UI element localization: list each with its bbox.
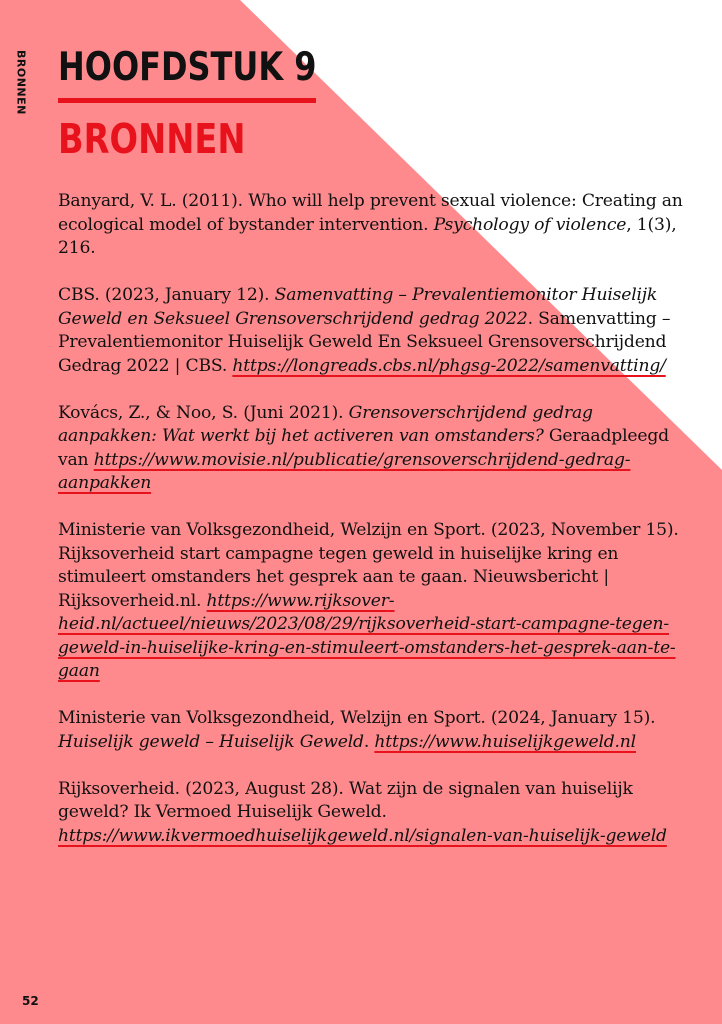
chapter-heading: HOOFDSTUK 9	[58, 45, 317, 90]
reference-link[interactable]: https://www.ikvermoedhuiselijkgeweld.nl/signalen-van-huiselijk-geweld	[58, 825, 667, 846]
reference-link[interactable]: https://longreads.cbs.nl/phgsg-2022/samenvatting/	[232, 355, 666, 376]
reference-link[interactable]: https://www.rijksoverheid.nl/actueel/nieuws/2023/08/29/rijksoverheid-start-campagne-tegen-geweld-in-huiselijke-kring-en-stimuleert-omstanders-het-gesprek-aan-te-gaan	[58, 590, 676, 681]
reference-list	[58, 190, 686, 872]
page-title: BRONNEN	[58, 115, 246, 163]
reference-link[interactable]: https://www.huiselijkgeweld.nl	[374, 731, 636, 752]
reference-item: Ministerie van Volksgezondheid, Welzijn en Sport. (2023, November 15). Rijksoverheid start campagne tegen geweld in huiselijke kring en stimuleert omstanders het gesprek aan te gaan. Nieuwsbericht | Rijksoverheid.nl. https://www.rijksoverheid.nl/actueel/nieuws/2023/08/29/rijksoverheid-start-campagne-tegen-geweld-in-huiselijke-kring-en-stimuleert-omstanders-het-gesprek-aan-te-gaan	[58, 520, 679, 681]
reference-item: Ministerie van Volksgezondheid, Welzijn en Sport. (2024, January 15). Huiselijk geweld – Huiselijk Geweld. https://www.huiselijkgeweld.nl	[58, 708, 656, 752]
reference-item: Banyard, V. L. (2011). Who will help prevent sexual violence: Creating an ecological model of bystander intervention. Psychology of violence, 1(3), 216.	[58, 191, 683, 258]
side-section-label	[10, 50, 32, 115]
page-number: 52	[22, 994, 39, 1008]
reference-item: Kovács, Z., & Noo, S. (Juni 2021). Grensoverschrijdend gedrag aanpakken: Wat werkt bij het activeren van omstanders? Geraadpleegd van https://www.movisie.nl/publicatie/grensoverschrijdend-gedrag-aanpakken	[58, 402, 669, 493]
chapter-underline	[58, 98, 316, 103]
reference-item: Rijksoverheid. (2023, August 28). Wat zijn de signalen van huiselijk geweld? Ik Vermoed Huiselijk Geweld. https://www.ikvermoedhuiselijkgeweld.nl/signalen-van-huiselijk-geweld	[58, 778, 667, 846]
reference-item: CBS. (2023, January 12). Samenvatting – Prevalentiemonitor Huiselijk Geweld en Seksueel Grensoverschrijdend gedrag 2022. Samenvatting – Prevalentiemonitor Huiselijk Geweld En Seksueel Grensoverschrijdend Gedrag 2022 | CBS. https://longreads.cbs.nl/phgsg-2022/samenvatting/	[58, 285, 671, 376]
side-section-label-text: BRONNEN	[14, 50, 28, 115]
reference-link[interactable]: https://www.movisie.nl/publicatie/grensoverschrijdend-gedrag-aanpakken	[58, 449, 631, 493]
